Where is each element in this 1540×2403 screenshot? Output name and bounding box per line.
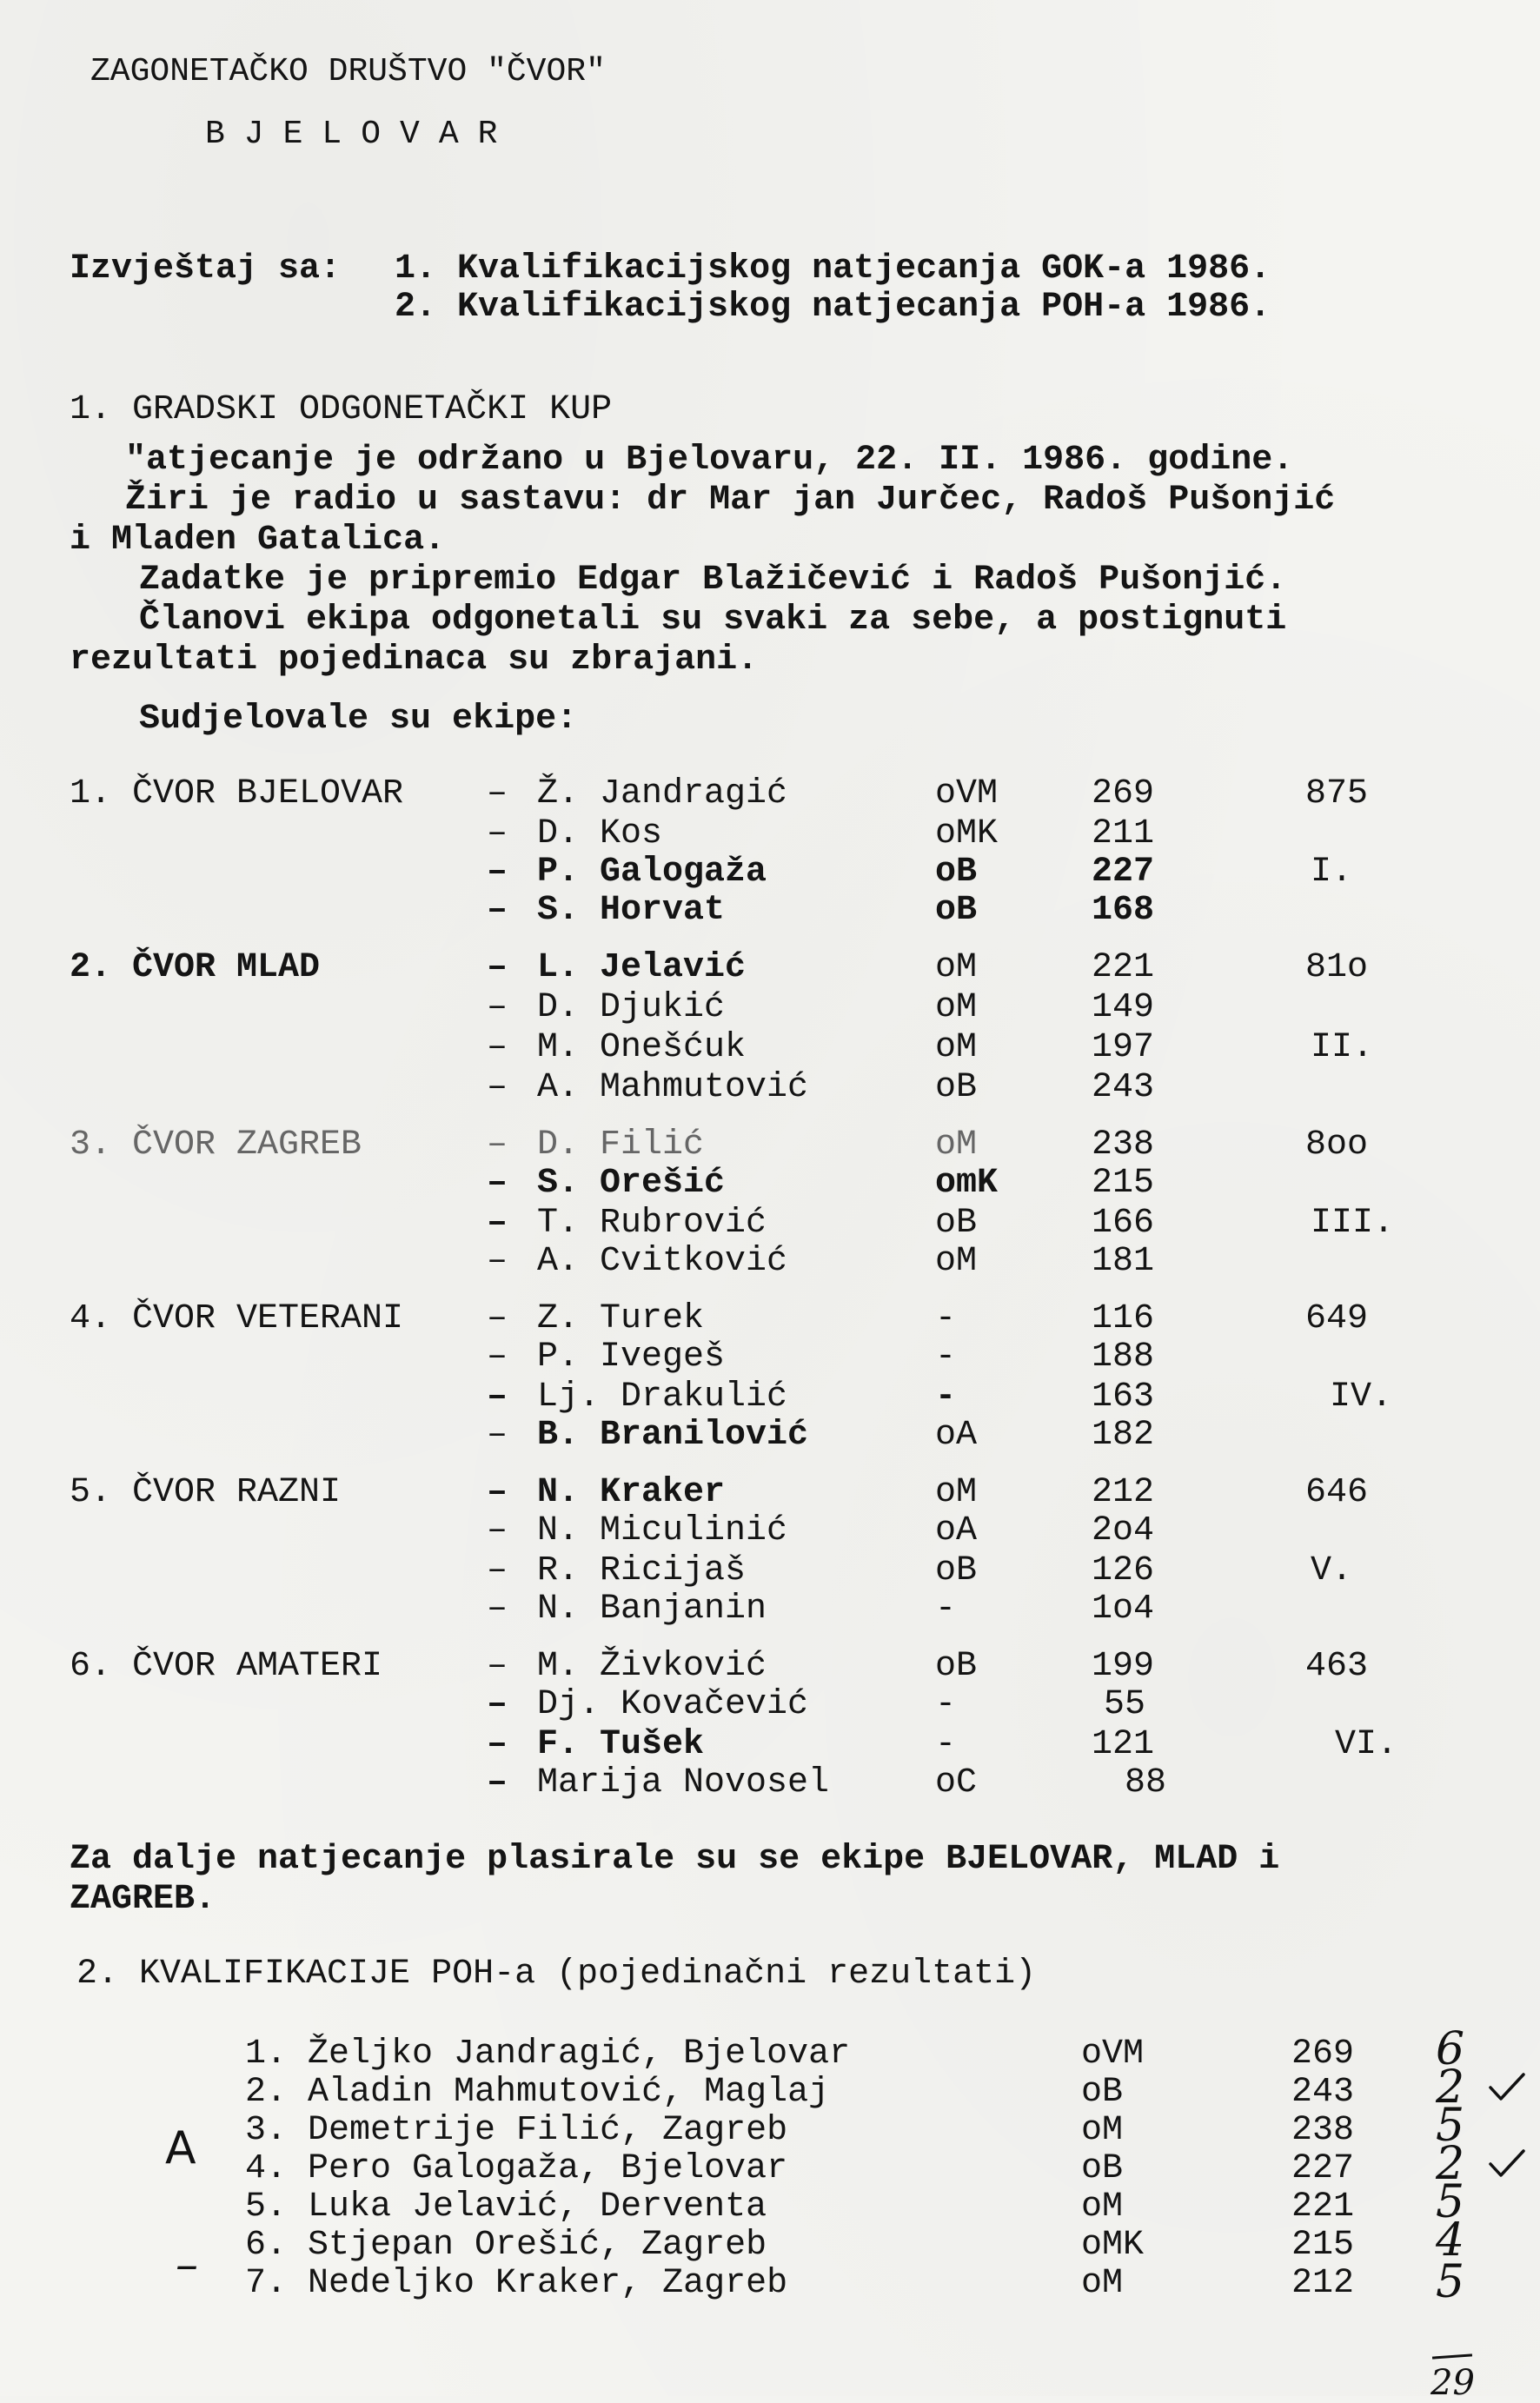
result-score: 212 xyxy=(1291,2264,1355,2303)
member-category: oC xyxy=(935,1763,978,1802)
member-category: oM xyxy=(935,988,978,1027)
result-category: oB xyxy=(1081,2149,1124,2188)
handwritten-mark: 2 xyxy=(1436,2138,1465,2190)
paragraph-line: Žiri je radio u sastavu: dr Mar jan Jurčec, Radoš Pušonjić xyxy=(125,481,1336,520)
dash: – xyxy=(487,1763,508,1802)
member-score: 126 xyxy=(1092,1551,1155,1590)
member-score: 166 xyxy=(1092,1204,1155,1243)
paragraph-line: i Mladen Gatalica. xyxy=(70,521,446,560)
result-score: 269 xyxy=(1291,2035,1355,2074)
member-score: 243 xyxy=(1092,1068,1155,1107)
dash: – xyxy=(487,1685,508,1724)
section-2-title: 2. KVALIFIKACIJE POH-a (pojedinačni rezultati) xyxy=(76,1955,1037,1994)
member-score: 2o4 xyxy=(1092,1511,1155,1550)
dash: – xyxy=(487,1068,508,1107)
paragraph-line: rezultati pojedinaca su zbrajani. xyxy=(70,641,759,680)
dash: – xyxy=(487,1416,508,1455)
team-total: 646 xyxy=(1305,1473,1369,1512)
dash: – xyxy=(487,814,508,853)
result-category: oMK xyxy=(1081,2226,1145,2265)
dash: – xyxy=(487,948,508,987)
member-name: N. Miculinić xyxy=(537,1511,788,1550)
member-name: L. Jelavić xyxy=(537,948,747,987)
member-name: D. Kos xyxy=(537,814,663,853)
dash: – xyxy=(487,891,508,930)
member-name: S. Orešić xyxy=(537,1164,726,1203)
result-category: oM xyxy=(1081,2187,1124,2227)
member-score: 221 xyxy=(1092,948,1155,987)
result-name: 1. Željko Jandragić, Bjelovar xyxy=(245,2035,851,2074)
member-category: oB xyxy=(935,1647,978,1686)
result-score: 221 xyxy=(1291,2187,1355,2227)
member-category: oMK xyxy=(935,814,999,853)
member-category: oM xyxy=(935,1473,978,1512)
conclusion-line: Za dalje natjecanje plasirale su se ekipe BJELOVAR, MLAD i xyxy=(70,1840,1280,1879)
handwritten-mark: 4 xyxy=(1436,2214,1465,2267)
dash: – xyxy=(487,1338,508,1377)
dash: – xyxy=(487,774,508,813)
dash: – xyxy=(487,1204,508,1243)
member-score: 188 xyxy=(1092,1338,1155,1377)
paragraph-line: "atjecanje je održano u Bjelovaru, 22. II. 1986. godine. xyxy=(125,441,1294,480)
member-category: oM xyxy=(935,1028,978,1067)
member-score: 197 xyxy=(1092,1028,1155,1067)
member-category: - xyxy=(935,1299,957,1338)
result-score: 243 xyxy=(1291,2073,1355,2112)
team-total: 81o xyxy=(1305,948,1369,987)
member-score: 215 xyxy=(1092,1164,1155,1203)
report-line-1: 1. Kvalifikacijskog natjecanja GOK-a 1986. xyxy=(395,249,1271,289)
member-name: M. Živković xyxy=(537,1647,767,1686)
member-category: - xyxy=(935,1725,957,1764)
sum-line xyxy=(1432,2353,1472,2359)
team-name: 1. ČVOR BJELOVAR xyxy=(70,774,404,813)
member-score: 168 xyxy=(1092,891,1155,930)
handwritten-dash: – xyxy=(176,2239,198,2291)
society-name: ZAGONETAČKO DRUŠTVO "ČVOR" xyxy=(90,53,606,90)
dash: – xyxy=(487,1028,508,1067)
dash: – xyxy=(487,1551,508,1590)
handwritten-total: 29 xyxy=(1430,2363,1475,2403)
result-score: 238 xyxy=(1291,2111,1355,2150)
member-score: 1o4 xyxy=(1092,1590,1155,1629)
result-name: 7. Nedeljko Kraker, Zagreb xyxy=(245,2264,788,2303)
member-score: 149 xyxy=(1092,988,1155,1027)
member-name: Lj. Drakulić xyxy=(537,1377,788,1417)
team-name: 3. ČVOR ZAGREB xyxy=(70,1125,362,1165)
result-name: 6. Stjepan Orešić, Zagreb xyxy=(245,2226,767,2265)
member-name: P. Ivegeš xyxy=(537,1338,726,1377)
member-category: oB xyxy=(935,891,978,930)
member-name: S. Horvat xyxy=(537,891,726,930)
member-score: 211 xyxy=(1092,814,1155,853)
conclusion-line: ZAGREB. xyxy=(70,1880,216,1919)
team-total: 8oo xyxy=(1305,1125,1369,1165)
member-name: P. Galogaža xyxy=(537,853,767,892)
member-name: T. Rubrović xyxy=(537,1204,767,1243)
handwritten-mark: 2 xyxy=(1436,2061,1465,2114)
dash: – xyxy=(487,1511,508,1550)
handwritten-mark: 6 xyxy=(1436,2023,1465,2075)
result-name: 3. Demetrije Filić, Zagreb xyxy=(245,2111,788,2150)
dash: – xyxy=(487,1377,508,1417)
member-category: oA xyxy=(935,1416,978,1455)
member-score: 88 xyxy=(1125,1763,1167,1802)
report-label: Izvještaj sa: xyxy=(70,249,342,289)
handwritten-mark: 5 xyxy=(1436,2176,1465,2228)
result-name: 4. Pero Galogaža, Bjelovar xyxy=(245,2149,788,2188)
result-category: oVM xyxy=(1081,2035,1145,2074)
member-category: oB xyxy=(935,1068,978,1107)
member-score: 227 xyxy=(1092,853,1155,892)
result-name: 5. Luka Jelavić, Derventa xyxy=(245,2187,767,2227)
member-category: - xyxy=(935,1685,957,1724)
team-name: 6. ČVOR AMATERI xyxy=(70,1647,383,1686)
team-name: 2. ČVOR MLAD xyxy=(70,948,321,987)
team-place: VI. xyxy=(1335,1725,1398,1764)
team-name: 5. ČVOR RAZNI xyxy=(70,1473,342,1512)
dash: – xyxy=(487,853,508,892)
team-place: IV. xyxy=(1330,1377,1393,1417)
dash: – xyxy=(487,1164,508,1203)
member-category: oM xyxy=(935,1242,978,1281)
result-score: 215 xyxy=(1291,2226,1355,2265)
team-place: II. xyxy=(1311,1028,1374,1067)
member-name: M. Onešćuk xyxy=(537,1028,747,1067)
team-place: I. xyxy=(1311,853,1353,892)
dash: – xyxy=(487,1647,508,1686)
member-name: R. Ricijaš xyxy=(537,1551,747,1590)
checkmark-icon xyxy=(1488,2072,1526,2103)
section-1-title: 1. GRADSKI ODGONETAČKI KUP xyxy=(70,390,613,429)
member-category: - xyxy=(935,1338,957,1377)
team-place: III. xyxy=(1311,1204,1395,1243)
handwritten-mark: 5 xyxy=(1436,2100,1465,2152)
member-name: B. Branilović xyxy=(537,1416,809,1455)
member-category: - xyxy=(935,1590,957,1629)
dash: – xyxy=(487,1590,508,1629)
result-category: oM xyxy=(1081,2111,1124,2150)
member-score: 182 xyxy=(1092,1416,1155,1455)
member-name: D. Filić xyxy=(537,1125,705,1165)
team-total: 875 xyxy=(1305,774,1369,813)
dash: – xyxy=(487,1242,508,1281)
result-score: 227 xyxy=(1291,2149,1355,2188)
paragraph-line: Zadatke je pripremio Edgar Blažičević i Radoš Pušonjić. xyxy=(139,561,1287,600)
team-total: 463 xyxy=(1305,1647,1369,1686)
member-category: oB xyxy=(935,1551,978,1590)
member-name: Marija Novosel xyxy=(537,1763,830,1802)
dash: – xyxy=(487,1299,508,1338)
member-score: 121 xyxy=(1092,1725,1155,1764)
paragraph-line: Članovi ekipa odgonetali su svaki za sebe, a postignuti xyxy=(139,601,1287,640)
dash: – xyxy=(487,1125,508,1165)
member-category: - xyxy=(935,1377,957,1417)
member-category: oA xyxy=(935,1511,978,1550)
result-category: oB xyxy=(1081,2073,1124,2112)
dash: – xyxy=(487,1725,508,1764)
society-city: BJELOVAR xyxy=(205,116,517,153)
teams-intro: Sudjelovale su ekipe: xyxy=(139,700,578,739)
member-score: 238 xyxy=(1092,1125,1155,1165)
handwritten-mark: 5 xyxy=(1436,2256,1465,2308)
report-line-2: 2. Kvalifikacijskog natjecanja POH-a 1986. xyxy=(395,288,1271,327)
member-category: oVM xyxy=(935,774,999,813)
member-score: 181 xyxy=(1092,1242,1155,1281)
member-category: oM xyxy=(935,1125,978,1165)
member-name: N. Kraker xyxy=(537,1473,726,1512)
member-score: 116 xyxy=(1092,1299,1155,1338)
team-name: 4. ČVOR VETERANI xyxy=(70,1299,404,1338)
member-score: 163 xyxy=(1092,1377,1155,1417)
dash: – xyxy=(487,1473,508,1512)
member-name: Ž. Jandragić xyxy=(537,774,788,813)
member-category: oB xyxy=(935,853,978,892)
member-name: N. Banjanin xyxy=(537,1590,767,1629)
handwritten-letter: A xyxy=(165,2122,196,2174)
member-name: Z. Turek xyxy=(537,1299,705,1338)
member-score: 269 xyxy=(1092,774,1155,813)
member-name: A. Cvitković xyxy=(537,1242,788,1281)
member-name: Dj. Kovačević xyxy=(537,1685,809,1724)
member-category: oM xyxy=(935,948,978,987)
dash: – xyxy=(487,988,508,1027)
member-score: 199 xyxy=(1092,1647,1155,1686)
member-name: A. Mahmutović xyxy=(537,1068,809,1107)
member-name: F. Tušek xyxy=(537,1725,705,1764)
result-category: oM xyxy=(1081,2264,1124,2303)
team-total: 649 xyxy=(1305,1299,1369,1338)
member-category: oB xyxy=(935,1204,978,1243)
team-place: V. xyxy=(1311,1551,1353,1590)
member-name: D. Djukić xyxy=(537,988,726,1027)
member-score: 212 xyxy=(1092,1473,1155,1512)
result-name: 2. Aladin Mahmutović, Maglaj xyxy=(245,2073,830,2112)
checkmark-icon xyxy=(1488,2148,1526,2180)
member-score: 55 xyxy=(1104,1685,1146,1724)
member-category: omK xyxy=(935,1164,999,1203)
